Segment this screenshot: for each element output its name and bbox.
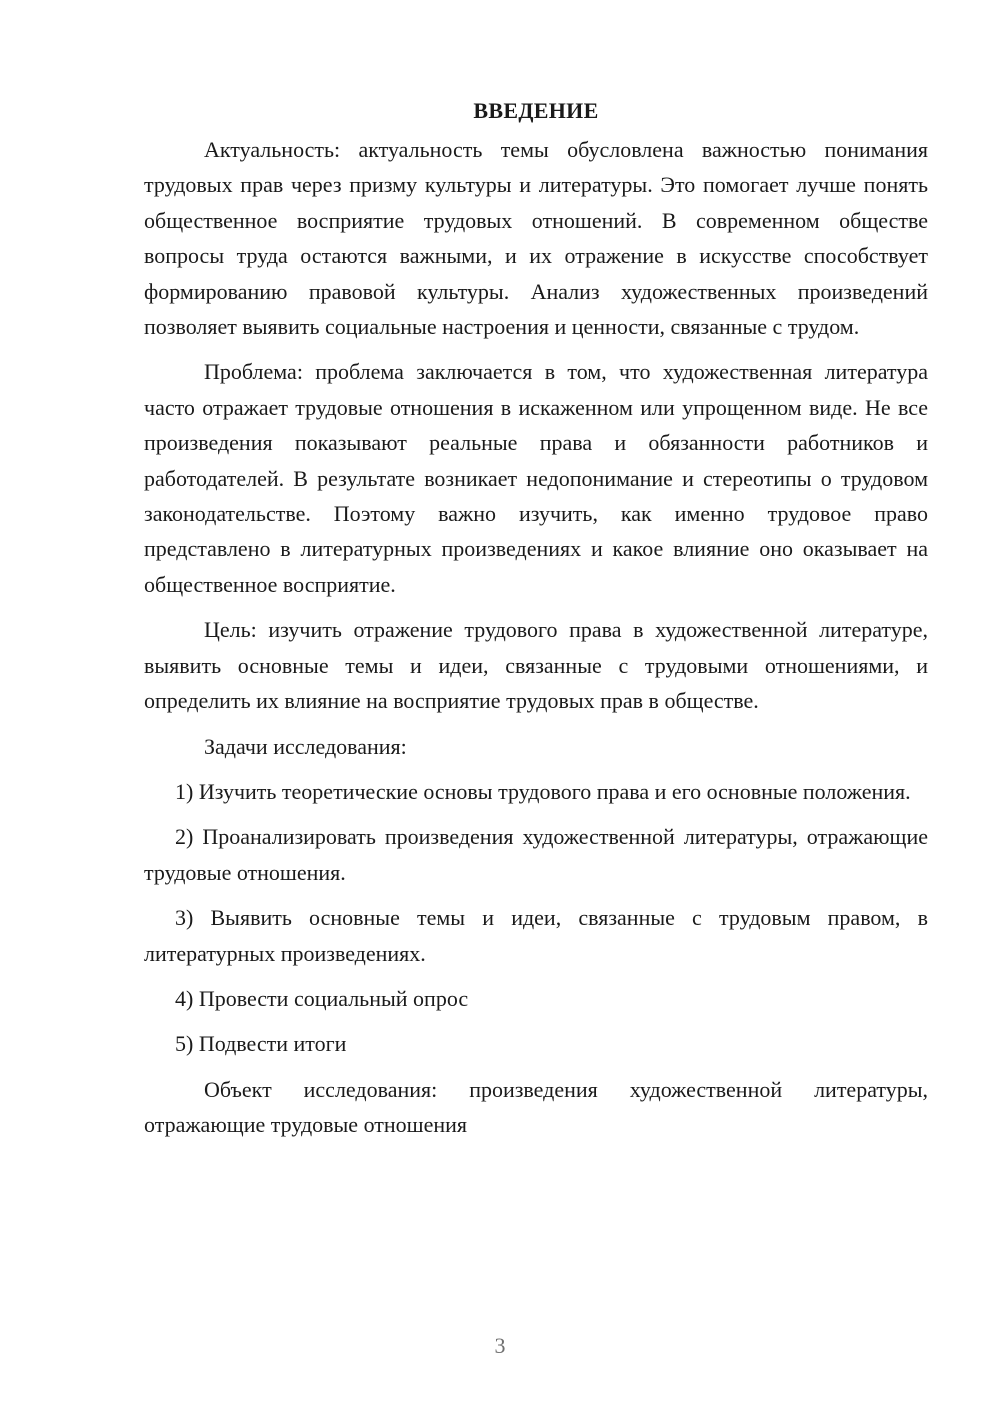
section-title: ВВЕДЕНИЕ	[473, 98, 599, 123]
paragraph-object: Объект исследования: произведения художественной литературы, отражающие трудовые отношения	[144, 1076, 928, 1138]
task-item-3: 3) Выявить основные темы и идеи, связанные с трудовым правом, в литературных произведениях.	[144, 905, 928, 966]
task-item-1: 1) Изучить теоретические основы трудового права и его основные положения.	[175, 778, 911, 804]
task-item-2: 2) Проанализировать произведения художественной литературы, отражающие трудовые отношения.	[144, 824, 928, 885]
paragraph-relevance: Актуальность: актуальность темы обусловлена важностью понимания трудовых прав через призму культуры и литературы. Это помогает лучше понять общественное восприятие трудовых отношений. В современном обществе вопросы труда остаются важными, и их отражение в искусстве способствует формированию правовой культуры. Анализ художественных произведений позволяет выявить социальные настроения и ценности, связанные с трудом.	[144, 137, 928, 340]
task-item-4: 4) Провести социальный опрос	[175, 985, 469, 1011]
task-item-5: 5) Подвести итоги	[175, 1031, 347, 1057]
paragraph-problem: Проблема: проблема заключается в том, что художественная литература часто отражает трудовые отношения в искаженном или упрощенном виде. Не все произведения показывают реальные права и обязанности работников и работодателей. В результате возникает недопонимание и стереотипы о трудовом законодательстве. Поэтому важно изучить, как именно трудовое право представлено в литературных произведениях и какое влияние оно оказывает на общественное восприятие.	[144, 359, 928, 597]
page-number: 3	[494, 1333, 506, 1358]
document-page	[144, 96, 928, 1153]
tasks-heading: Задачи исследования:	[204, 733, 407, 759]
paragraph-goal: Цель: изучить отражение трудового права в художественной литературе, выявить основные темы и идеи, связанные с трудовыми отношениями, и определить их влияние на восприятие трудовых прав в обществе.	[144, 617, 928, 714]
